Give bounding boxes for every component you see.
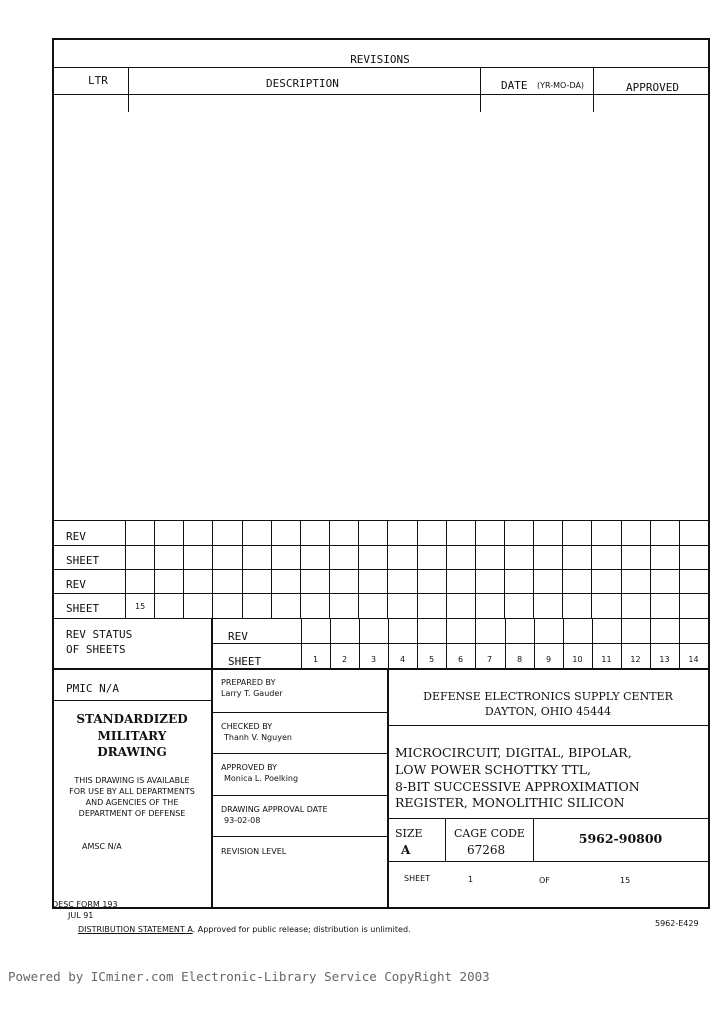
status-rev-label: REV <box>228 630 248 643</box>
grid-label-sheet: SHEET <box>66 554 100 567</box>
powered-by: Powered by ICminer.com Electronic-Library Service CopyRight 2003 <box>8 969 490 984</box>
grid-line <box>52 520 708 521</box>
availability-2: FOR USE BY ALL DEPARTMENTS <box>69 787 195 796</box>
grid-line <box>417 520 418 618</box>
grid-line <box>212 520 213 618</box>
rev-status-label-2: OF SHEETS <box>66 643 126 656</box>
grid-line <box>52 569 708 570</box>
grid-line <box>650 520 651 618</box>
sheet-number: 2 <box>341 655 348 664</box>
divider <box>128 67 129 112</box>
grid-line <box>212 643 708 644</box>
divider <box>480 67 481 112</box>
availability-1: THIS DRAWING IS AVAILABLE <box>74 776 190 785</box>
doc-title-3: DRAWING <box>97 745 167 759</box>
form-number: DESC FORM 193 <box>52 900 118 909</box>
approval-date-label: DRAWING APPROVAL DATE <box>221 805 328 814</box>
divider <box>445 818 446 861</box>
sheet-number: 5 <box>428 655 435 664</box>
grid-line <box>52 593 708 594</box>
divider <box>212 836 388 837</box>
document-code: 5962-E429 <box>655 919 699 928</box>
cage-label: CAGE CODE <box>454 827 525 840</box>
sheet-15: 15 <box>135 602 146 611</box>
agency-name: DEFENSE ELECTRONICS SUPPLY CENTER <box>423 690 673 703</box>
distribution-label: DISTRIBUTION STATEMENT A <box>78 925 193 934</box>
grid-label-rev: REV <box>66 530 86 543</box>
checked-label: CHECKED BY <box>221 722 273 731</box>
grid-line <box>475 520 476 618</box>
status-sheet-label: SHEET <box>228 655 262 668</box>
divider <box>211 618 213 907</box>
grid-line <box>183 520 184 618</box>
divider <box>388 725 708 726</box>
divider <box>52 700 212 701</box>
sheet-label: SHEET <box>404 874 431 883</box>
grid-line <box>300 520 301 618</box>
sheet-value: 1 <box>468 875 474 884</box>
revision-level-label: REVISION LEVEL <box>221 847 287 856</box>
sheet-number: 8 <box>516 655 523 664</box>
amsc: AMSC N/A <box>82 842 122 851</box>
of-value: 15 <box>620 876 631 885</box>
divider <box>212 712 388 713</box>
size-label: SIZE <box>395 827 423 840</box>
sheet-number: 10 <box>572 655 583 664</box>
approval-date: 93-02-08 <box>224 816 261 825</box>
col-description: DESCRIPTION <box>266 77 339 90</box>
sheet-number: 12 <box>630 655 641 664</box>
divider <box>593 67 594 112</box>
distribution-text: . Approved for public release; distribution is unlimited. <box>192 925 411 934</box>
sheet-number: 11 <box>601 655 612 664</box>
grid-line <box>387 520 388 618</box>
prepared-label: PREPARED BY <box>221 678 276 687</box>
availability-4: DEPARTMENT OF DEFENSE <box>78 809 186 818</box>
description-4: REGISTER, MONOLITHIC SILICON <box>395 795 625 810</box>
grid-line <box>358 520 359 618</box>
sheet-number: 4 <box>399 655 406 664</box>
of-label: OF <box>539 876 550 885</box>
grid-line <box>562 520 563 618</box>
cage-value: 67268 <box>467 843 506 857</box>
rev-status-label: REV STATUS <box>66 628 133 641</box>
approved-name: Monica L. Poelking <box>224 774 299 783</box>
col-date-format: (YR-MO-DA) <box>537 81 585 90</box>
col-approved: APPROVED <box>626 81 679 94</box>
grid-line <box>621 520 622 618</box>
grid-label-sheet: SHEET <box>66 602 100 615</box>
sheet-number: 3 <box>370 655 377 664</box>
approved-label: APPROVED BY <box>221 763 278 772</box>
sheet-number: 7 <box>486 655 493 664</box>
divider <box>212 795 388 796</box>
distribution-statement <box>78 925 411 934</box>
grid-line <box>591 520 592 618</box>
doc-title-1: STANDARDIZED <box>76 712 188 726</box>
description-3: 8-BIT SUCCESSIVE APPROXIMATION <box>395 779 640 794</box>
divider <box>212 753 388 754</box>
divider <box>387 668 389 907</box>
grid-line <box>329 520 330 618</box>
doc-title-2: MILITARY <box>97 729 167 743</box>
pmic: PMIC N/A <box>66 682 119 695</box>
grid-line <box>271 520 272 618</box>
grid-line <box>446 520 447 618</box>
prepared-name: Larry T. Gauder <box>221 689 283 698</box>
sheet-number: 14 <box>688 655 699 664</box>
agency-address: DAYTON, OHIO 45444 <box>484 705 612 718</box>
grid-line <box>242 520 243 618</box>
col-date: DATE <box>501 79 528 92</box>
description-2: LOW POWER SCHOTTKY TTL, <box>395 762 591 777</box>
checked-name: Thanh V. Nguyen <box>224 733 292 742</box>
grid-line <box>52 545 708 546</box>
divider <box>52 94 708 95</box>
grid-line <box>125 520 126 618</box>
grid-line <box>154 520 155 618</box>
grid-line <box>533 520 534 618</box>
grid-label-rev: REV <box>66 578 86 591</box>
grid-line <box>679 520 680 618</box>
divider <box>52 67 708 68</box>
form-date: JUL 91 <box>68 911 94 920</box>
col-ltr: LTR <box>88 74 108 87</box>
sheet-number: 13 <box>659 655 670 664</box>
revisions-title: REVISIONS <box>350 53 410 66</box>
divider <box>388 818 708 819</box>
sheet-number: 6 <box>457 655 464 664</box>
divider <box>388 861 708 862</box>
description-1: MICROCIRCUIT, DIGITAL, BIPOLAR, <box>395 745 632 760</box>
size-value: A <box>401 843 411 857</box>
grid-line <box>504 520 505 618</box>
sheet-number: 1 <box>312 655 319 664</box>
drawing-number: 5962-90800 <box>578 831 663 846</box>
divider <box>52 668 708 670</box>
grid-line <box>52 618 708 619</box>
sheet-number: 9 <box>545 655 552 664</box>
availability-3: AND AGENCIES OF THE <box>85 798 179 807</box>
